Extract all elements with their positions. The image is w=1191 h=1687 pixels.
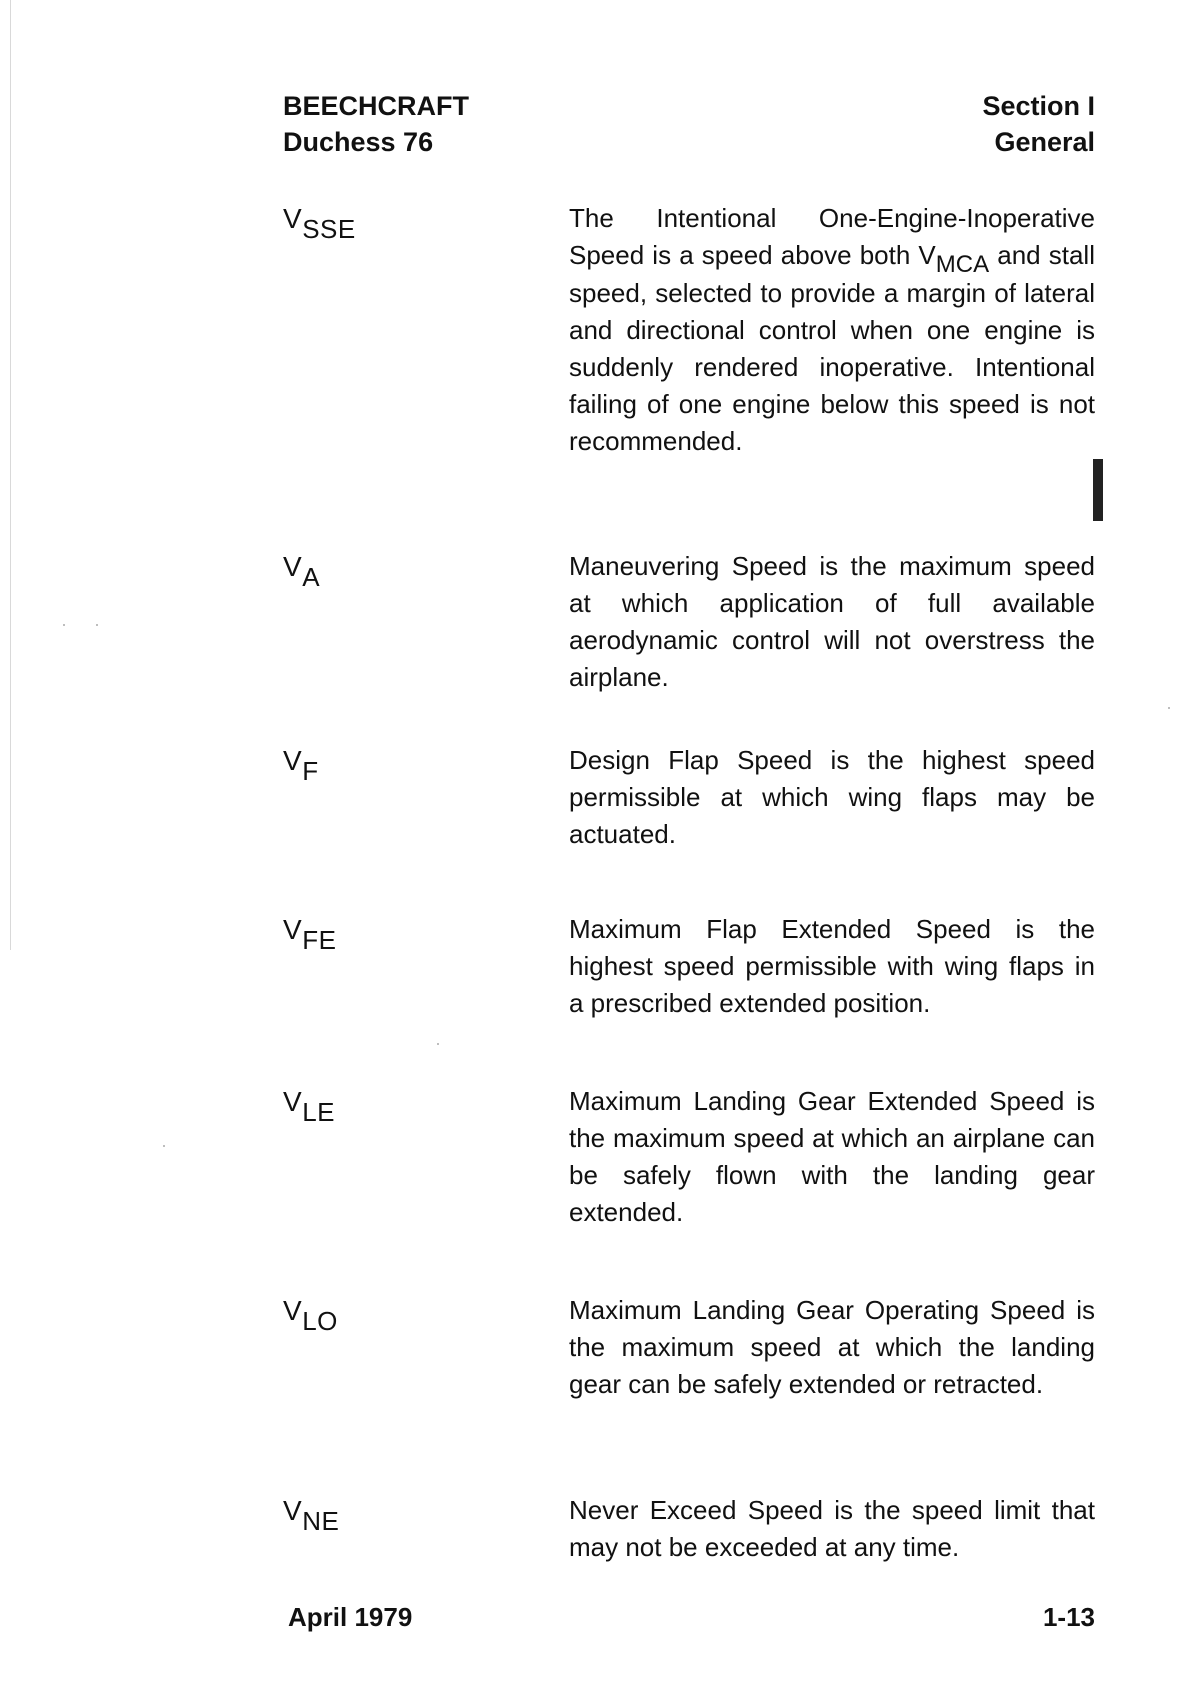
symbol-main: V bbox=[283, 551, 303, 582]
footer-page-number: 1-13 bbox=[1042, 1602, 1095, 1632]
symbol-subscript: SSE bbox=[302, 214, 356, 244]
symbol-main: V bbox=[283, 203, 303, 234]
symbol-subscript: LE bbox=[302, 1097, 335, 1127]
symbol-subscript: A bbox=[302, 562, 321, 592]
speed-definition: Maximum Landing Gear Operating Speed is the maximum speed at which the landing gear can be safely extended or retracted. bbox=[569, 1295, 1095, 1399]
scan-speck bbox=[1168, 707, 1170, 709]
definition-subscript: MCA bbox=[935, 251, 990, 278]
symbol-main: V bbox=[283, 1086, 303, 1117]
scan-speck bbox=[96, 624, 98, 626]
symbol-subscript: NE bbox=[302, 1506, 340, 1536]
speed-definition: Design Flap Speed is the highest speed permissible at which wing flaps may be actuated. bbox=[569, 745, 1095, 849]
header-publication bbox=[283, 88, 469, 160]
speed-symbol bbox=[283, 200, 356, 244]
scan-speck bbox=[437, 1043, 439, 1045]
symbol-main: V bbox=[283, 1495, 303, 1526]
speed-symbol bbox=[283, 911, 337, 955]
speed-definition: Maximum Flap Extended Speed is the highest speed permissible with wing flaps in a prescribed extended position. bbox=[569, 914, 1095, 1018]
speed-symbol bbox=[283, 1492, 340, 1536]
definition-text: The Intentional One-Engine-Inoperative Speed is a speed above both V bbox=[569, 203, 1095, 270]
header-model: Duchess 76 bbox=[283, 127, 434, 157]
speed-symbol bbox=[283, 548, 321, 592]
revision-change-bar bbox=[1093, 459, 1103, 521]
definition-text-continued: and stall speed, selected to provide a margin of lateral and directional control when one engine is suddenly rendered inoperative. Intentional failing of one engine below this speed is not recommended. bbox=[569, 240, 1095, 456]
symbol-main: V bbox=[283, 745, 303, 776]
speed-definition: Maneuvering Speed is the maximum speed at which application of full available aerodynamic control will not overstress the airplane. bbox=[569, 551, 1095, 692]
speed-definition: Maximum Landing Gear Extended Speed is the maximum speed at which an airplane can be safely flown with the landing gear extended. bbox=[569, 1086, 1095, 1227]
speed-definition bbox=[569, 200, 1095, 460]
symbol-subscript: LO bbox=[302, 1306, 338, 1336]
symbol-subscript: FE bbox=[302, 925, 337, 955]
header-section-title: General bbox=[994, 127, 1095, 157]
scan-speck bbox=[63, 624, 65, 626]
speed-symbol bbox=[283, 742, 319, 786]
speed-symbol bbox=[283, 1292, 338, 1336]
footer-date: April 1979 bbox=[288, 1602, 413, 1632]
header-section bbox=[982, 88, 1095, 160]
symbol-main: V bbox=[283, 914, 303, 945]
header-section-number: Section I bbox=[982, 91, 1095, 121]
header-manufacturer: BEECHCRAFT bbox=[283, 91, 469, 121]
symbol-subscript: F bbox=[302, 756, 319, 786]
page-edge-shadow bbox=[10, 0, 11, 950]
scan-speck bbox=[163, 1145, 165, 1147]
speed-definition: Never Exceed Speed is the speed limit that may not be exceeded at any time. bbox=[569, 1495, 1095, 1562]
speed-symbol bbox=[283, 1083, 335, 1127]
symbol-main: V bbox=[283, 1295, 303, 1326]
